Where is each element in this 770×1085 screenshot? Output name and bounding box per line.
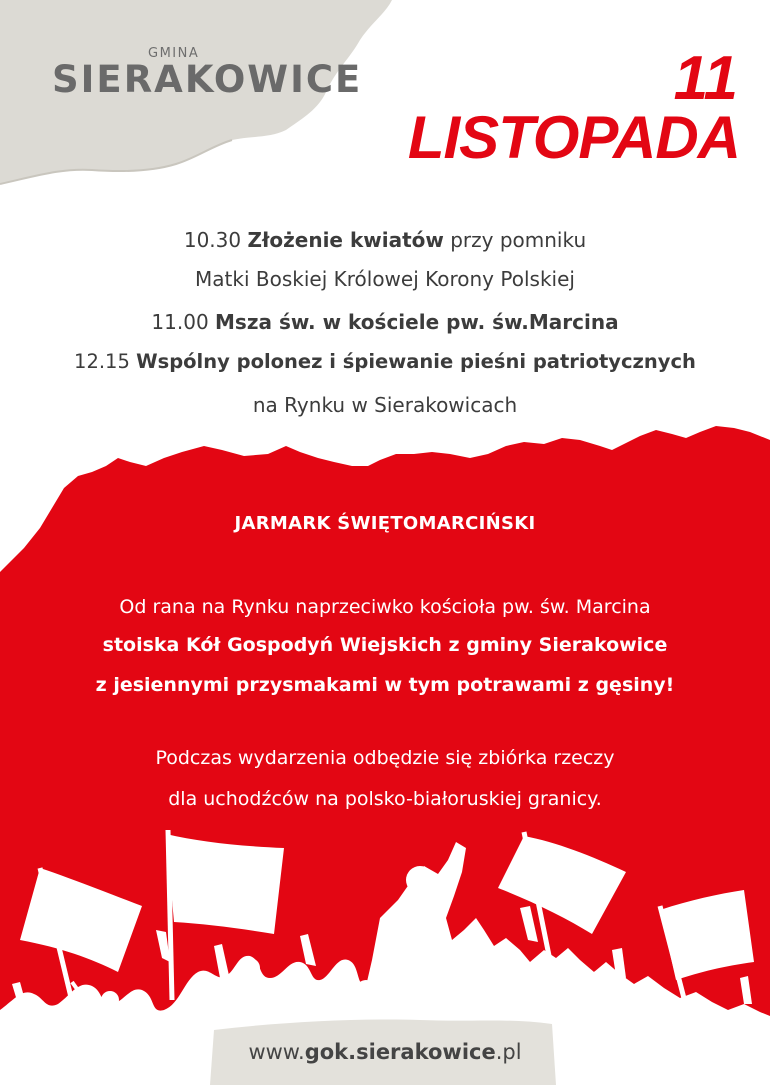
schedule-time: 11.00 [151, 310, 209, 334]
fair-text-line-3: z jesiennymi przysmakami w tym potrawami z gęsiny! [95, 674, 675, 696]
schedule-detail: przy pomniku [443, 228, 587, 252]
schedule-line-2 [0, 266, 770, 292]
date-day: 11 [673, 44, 738, 113]
schedule-line-5 [0, 392, 770, 418]
website-suffix: .pl [495, 1040, 522, 1064]
schedule-event: Wspólny polonez i śpiewanie pieśni patriotycznych [136, 350, 696, 373]
website-domain: gok.sierakowice [304, 1040, 496, 1064]
collection-text-line-1: Podczas wydarzenia odbędzie się zbiórka rzeczy [155, 747, 615, 769]
fair-text-line-2: stoiska Kół Gospodyń Wiejskich z gminy Sierakowice [102, 634, 668, 656]
schedule-event: Msza św. w kościele pw. św.Marcina [215, 310, 619, 334]
website-link[interactable] [0, 1040, 770, 1064]
schedule-time: 12.15 [74, 350, 130, 373]
logo-sierakowice: SIERAKOWICE [52, 58, 363, 101]
website-prefix: www. [248, 1040, 305, 1064]
fair-text-line-1: Od rana na Rynku naprzeciwko kościoła pw. św. Marcina [119, 596, 651, 618]
collection-text-line-2: dla uchodźców na polsko-białoruskiej granicy. [168, 788, 602, 810]
fair-title: JARMARK ŚWIĘTOMARCIŃSKI [234, 513, 536, 534]
schedule-line-1 [0, 227, 770, 253]
date-month: LISTOPADA [407, 104, 740, 171]
schedule-detail: Matki Boskiej Królowej Korony Polskiej [195, 267, 575, 291]
schedule-time: 10.30 [183, 228, 242, 252]
schedule-line-3 [0, 309, 770, 335]
logo-gmina-label: GMINA [148, 46, 200, 61]
schedule-detail: na Rynku w Sierakowicach [252, 393, 518, 417]
schedule-event: Złożenie kwiatów [247, 228, 444, 252]
schedule-line-4 [0, 349, 770, 375]
